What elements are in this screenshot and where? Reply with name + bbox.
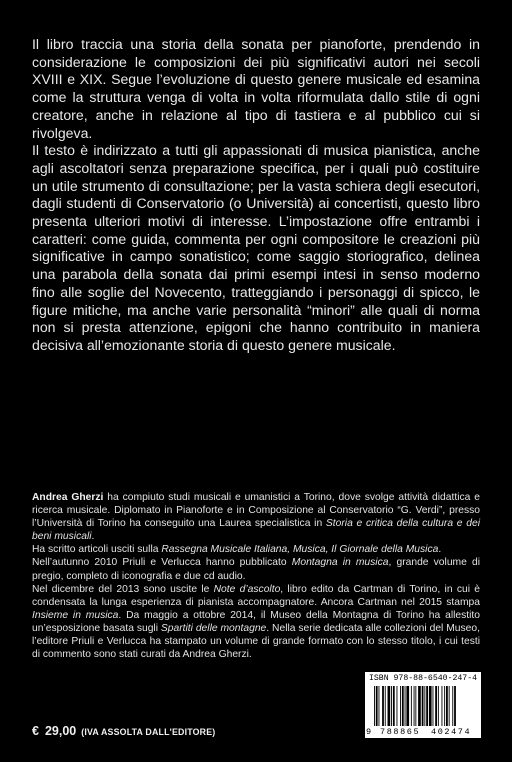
barcode-bar — [422, 686, 424, 726]
barcode-digits-left: 788865 — [380, 727, 421, 737]
barcode-bar — [414, 686, 415, 726]
vat-note: (IVA ASSOLTA DALL'EDITORE) — [81, 727, 216, 737]
author-bio — [32, 491, 480, 661]
barcode-bar — [402, 686, 404, 726]
barcode-digits-right: 402474 — [431, 727, 472, 737]
barcode-bar — [374, 686, 375, 726]
price-line — [32, 724, 215, 738]
bio-paragraph-1: Andrea Gherzi ha compiuto studi musicali e umanistici a Torino, dove svolge attività didattica e ricerca musicale. Diplomato in Pianoforte e in Composizione al Conservatorio “G. Verdi”, presso l’Università di Torino ha conseguito una Laurea specialistica in Storia e critica della cultura e dei beni musicali. — [32, 492, 481, 543]
barcode-bar — [382, 686, 384, 726]
barcode-digit-lead: 9 — [366, 727, 372, 737]
barcode-bar — [446, 686, 448, 726]
back-cover-blurb — [32, 36, 480, 355]
blurb-paragraph-1: Il libro traccia una storia della sonata per pianoforte, prendendo in considerazione le composizioni dei più significativi autori nei secoli XVIII e XIX. Segue l’evoluzione di questo genere musicale ed esamina come la struttura venga di volta in volta riformulata dallo stile di ogni creatore, anche in relazione al tipo di tastiera e al pubblico cui si rivolgeva. — [32, 36, 480, 141]
barcode-bar — [435, 686, 437, 726]
barcode-bar — [418, 686, 421, 726]
blurb-paragraph-2: Il testo è indirizzato a tutti gli appassionati di musica pianistica, anche agli ascoltatori senza preparazione specifica, per i quali può costituire un utile strumento di consultazione; per la vasta schiera degli esecutori, dagli studenti di Conservatorio (o Università) ai concertisti, questo libro presenta ulteriori motivi di interesse. L’impostazione offre entrambi i caratteri: come guida, commenta per ogni compositore le creazioni più significative in campo sonatistico; come saggio storiografico, delinea una parabola della sonata dai primi esempi intesi in senso moderno fino alle soglie del Novecento, tratteggiando i personaggi di spicco, le figure mitiche, ma anche varie personalità “minori” alle quali di norma non si presta attenzione, epigoni che hanno contribuito in maniera decisiva all’emozionante storia di questo genere musicale. — [32, 142, 480, 353]
price-amount: 29,00 — [44, 724, 77, 738]
barcode-bar — [452, 686, 453, 726]
barcode-bar — [444, 686, 445, 726]
bio-paragraph-3: Nell’autunno 2010 Priuli e Verlucca hanno pubblicato Montagna in musica, grande volume di pregio, completo di iconografia e due cd audio. — [32, 557, 480, 582]
barcode-bar — [429, 686, 432, 726]
barcode-bars — [373, 686, 477, 726]
barcode-bar — [397, 686, 398, 726]
barcode-bar — [400, 686, 401, 726]
isbn-barcode — [365, 672, 481, 738]
barcode-bar — [391, 686, 392, 726]
barcode-bar — [393, 686, 395, 726]
barcode-bar — [379, 686, 380, 726]
bio-paragraph-4: Nel dicembre del 2013 sono uscite le Note d’ascolto, libro edito da Cartman di Torino, in cui è condensata la lunga esperienza di pianista accompagnatore. Ancora Cartman nel 2015 stampa Insieme in musica. Da maggio a ottobre 2014, il Museo della Montagna di Torino ha allestito un’esposizione basata sugli Spartiti delle montagne. Nella serie dedicata alle collezioni del Museo, l’editore Priuli e Verlucca ha stampato un volume di grande formato con lo stesso titolo, i cui testi di commento sono stati curati da Andrea Gherzi. — [32, 583, 481, 661]
barcode-bar — [405, 686, 406, 726]
barcode-bar — [426, 686, 428, 726]
bio-paragraph-2: Ha scritto articoli usciti sulla Rassegna Musicale Italiana, Musica, Il Giornale della Musica. — [32, 544, 442, 556]
barcode-bar — [442, 686, 443, 726]
euro-symbol: € — [32, 724, 39, 738]
barcode-bar — [449, 686, 450, 726]
barcode-bar — [424, 686, 425, 726]
isbn-label: ISBN 978-88-6540-247-4 — [368, 674, 478, 683]
barcode-bar — [376, 686, 378, 726]
barcode-bar — [433, 686, 434, 726]
barcode-bar — [411, 686, 412, 726]
barcode-bar — [454, 686, 456, 726]
barcode-bar — [415, 686, 416, 726]
barcode-bar — [406, 686, 409, 726]
barcode-bar — [388, 686, 391, 726]
barcode-bar — [438, 686, 439, 726]
author-name: Andrea Gherzi — [32, 492, 104, 503]
barcode-bar — [385, 686, 386, 726]
